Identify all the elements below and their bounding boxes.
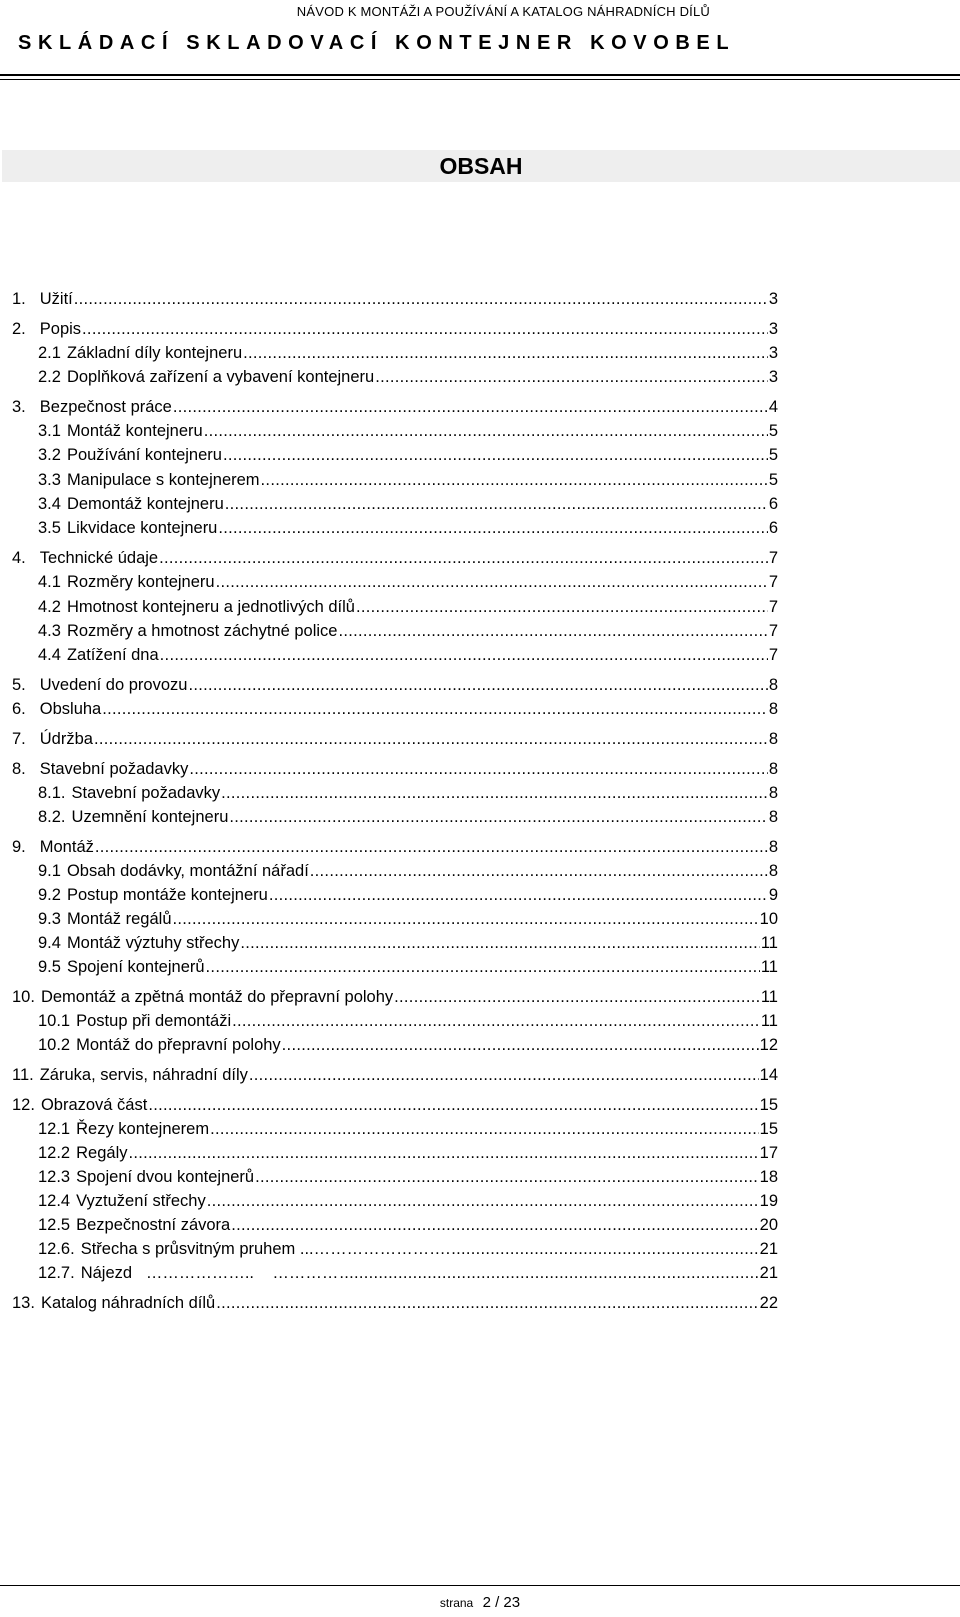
- toc-entry[interactable]: [12, 1118, 778, 1140]
- header-title: SKLÁDACÍ SKLADOVACÍ KONTEJNER KOVOBEL: [18, 32, 736, 54]
- toc-entry-title: Obrazová část: [40, 1096, 148, 1114]
- toc-entry-page: 8: [768, 862, 778, 880]
- toc-entry[interactable]: [12, 956, 778, 978]
- toc-entry-page: 14: [759, 1066, 778, 1084]
- toc-entry-title: Montáž do přepravní polohy: [76, 1036, 281, 1054]
- toc-leader-dots: [255, 1166, 759, 1188]
- toc-leader-dots: [160, 644, 768, 666]
- toc-entry-page: 7: [768, 549, 778, 567]
- toc-leader-dots: [210, 1118, 759, 1140]
- toc-entry-page: 5: [768, 471, 778, 489]
- toc-entry-page: 6: [768, 495, 778, 513]
- toc-entry-page: 21: [759, 1240, 778, 1258]
- toc-entry-title: Doplňková zařízení a vybavení kontejneru: [66, 368, 375, 386]
- toc-entry-page: 18: [759, 1168, 778, 1186]
- toc-entry-page: 5: [768, 422, 778, 440]
- toc-entry-page: 9: [768, 886, 778, 904]
- toc-entry[interactable]: [12, 444, 778, 466]
- toc-entry-title: Stavební požadavky: [71, 784, 221, 802]
- toc-entry-page: 10: [759, 910, 778, 928]
- toc-entry-page: 11: [760, 1012, 778, 1030]
- toc-leader-dots: [282, 1034, 759, 1056]
- toc-entry-title: Postup montáže kontejneru: [66, 886, 268, 904]
- toc-entry-title: Likvidace kontejneru: [66, 519, 218, 537]
- toc-entry[interactable]: [12, 1214, 778, 1236]
- toc-entry-number: 5.: [12, 676, 26, 694]
- toc-entry-page: 6: [768, 519, 778, 537]
- toc-entry-title: Záruka, servis, náhradní díly: [39, 1066, 248, 1084]
- toc-leader-dots: [243, 342, 768, 364]
- toc-leader-dots: [218, 517, 767, 539]
- toc-entry[interactable]: [12, 620, 778, 642]
- toc-entry-number: 10.1: [38, 1012, 71, 1030]
- toc-entry[interactable]: [12, 728, 778, 750]
- toc-entry-title: Nájezd ……………….. …………: [80, 1264, 339, 1282]
- toc-entry-number: 8.2.: [38, 808, 66, 826]
- toc-entry-page: 7: [768, 622, 778, 640]
- toc-entry-title: Manipulace s kontejnerem: [66, 471, 260, 489]
- toc-entry-title: Montáž: [39, 838, 94, 856]
- toc-entry-page: 3: [768, 320, 778, 338]
- toc-entry[interactable]: [12, 1262, 778, 1284]
- toc-entry-page: 4: [768, 398, 778, 416]
- toc-leader-dots: [310, 860, 768, 882]
- toc-entry[interactable]: [12, 1292, 778, 1314]
- toc-leader-dots: [206, 956, 760, 978]
- toc-leader-dots: [375, 366, 768, 388]
- toc-entry-number: 6.: [12, 700, 26, 718]
- toc-entry-number: 4.2: [38, 598, 61, 616]
- toc-leader-dots: [148, 1094, 758, 1116]
- toc-entry[interactable]: [12, 420, 778, 442]
- toc-entry-title: Katalog náhradních dílů: [40, 1294, 216, 1312]
- toc-entry[interactable]: [12, 517, 778, 539]
- toc-entry-page: 3: [768, 290, 778, 308]
- toc-leader-dots: [189, 758, 767, 780]
- toc-entry-title: Demontáž a zpětná montáž do přepravní polohy: [40, 988, 394, 1006]
- toc-entry-number: 13.: [12, 1294, 35, 1312]
- toc-entry-page: 3: [768, 368, 778, 386]
- toc-entry-title: Regály: [76, 1144, 128, 1162]
- toc-entry-title: Obsah dodávky, montážní nářadí: [66, 862, 309, 880]
- toc-entry[interactable]: [12, 908, 778, 930]
- toc-entry-number: 12.5: [38, 1216, 71, 1234]
- toc-entry[interactable]: [12, 758, 778, 780]
- toc-entry-page: 11: [760, 934, 778, 952]
- toc-leader-dots: [225, 493, 768, 515]
- toc-entry-number: 12.: [12, 1096, 35, 1114]
- toc-entry-page: 15: [759, 1120, 778, 1138]
- toc-entry-number: 9.4: [38, 934, 61, 952]
- toc-entry-title: Bezpečnostní závora: [76, 1216, 231, 1234]
- toc-entry-number: 2.2: [38, 368, 61, 386]
- toc-entry[interactable]: [12, 547, 778, 569]
- toc-entry-number: 4.1: [38, 573, 61, 591]
- toc-entry[interactable]: [12, 884, 778, 906]
- toc-leader-dots: [95, 836, 768, 858]
- toc-entry-title: Rozměry kontejneru: [66, 573, 215, 591]
- toc-entry-title: Montáž výztuhy střechy: [66, 934, 240, 952]
- toc-entry[interactable]: [12, 674, 778, 696]
- toc-entry-title: Užití: [39, 290, 73, 308]
- toc-entry-number: 9.3: [38, 910, 61, 928]
- toc-leader-dots: [356, 596, 768, 618]
- toc-entry-title: Hmotnost kontejneru a jednotlivých dílů: [66, 598, 355, 616]
- toc-entry-number: 8.1.: [38, 784, 66, 802]
- toc-entry-title: Vyztužení střechy: [76, 1192, 206, 1210]
- toc-entry-title: Zatížení dna: [66, 646, 159, 664]
- toc-leader-dots: [173, 396, 768, 418]
- toc-entry[interactable]: [12, 1010, 778, 1032]
- toc-entry[interactable]: [12, 1094, 778, 1116]
- toc-entry-number: 9.: [12, 838, 26, 856]
- toc-entry-page: 7: [768, 573, 778, 591]
- toc-leader-dots: [338, 620, 767, 642]
- toc-entry-page: 20: [759, 1216, 778, 1234]
- toc-leader-dots: [249, 1064, 759, 1086]
- toc-entry-number: 12.4: [38, 1192, 71, 1210]
- toc-leader-dots: [221, 782, 768, 804]
- toc-entry-title: Stavební požadavky: [39, 760, 189, 778]
- toc-entry-number: 9.2: [38, 886, 61, 904]
- toc-entry-title: Technické údaje: [39, 549, 159, 567]
- footer-page-number: 2 / 23: [482, 1594, 521, 1611]
- toc-entry[interactable]: [12, 493, 778, 515]
- toc-entry-title: Demontáž kontejneru: [66, 495, 224, 513]
- toc-leader-dots: [216, 1292, 758, 1314]
- toc-entry[interactable]: [12, 1238, 778, 1260]
- toc-entry-page: 8: [768, 784, 778, 802]
- toc-entry-number: 12.2: [38, 1144, 71, 1162]
- toc-entry-page: 8: [768, 808, 778, 826]
- toc-entry-number: 3.4: [38, 495, 61, 513]
- toc-leader-dots: [261, 469, 768, 491]
- toc-entry[interactable]: [12, 782, 778, 804]
- toc-leader-dots: [82, 318, 768, 340]
- toc-leader-dots: [240, 932, 760, 954]
- toc-entry-page: 8: [768, 700, 778, 718]
- toc-entry-number: 12.6.: [38, 1240, 75, 1258]
- toc-entry[interactable]: [12, 698, 778, 720]
- toc-entry-title: Spojení kontejnerů: [66, 958, 205, 976]
- toc-entry-page: 15: [759, 1096, 778, 1114]
- toc-entry-page: 11: [760, 988, 778, 1006]
- toc-entry-title: Rozměry a hmotnost záchytné police: [66, 622, 338, 640]
- toc-entry[interactable]: [12, 318, 778, 340]
- toc-entry-number: 8.: [12, 760, 26, 778]
- toc-entry[interactable]: [12, 342, 778, 364]
- toc-entry-number: 9.5: [38, 958, 61, 976]
- toc-entry[interactable]: [12, 1064, 778, 1086]
- toc-entry-title: Spojení dvou kontejnerů: [76, 1168, 255, 1186]
- toc-entry-number: 3.: [12, 398, 26, 416]
- toc-entry-number: 9.1: [38, 862, 61, 880]
- toc-entry-title: Popis: [39, 320, 82, 338]
- toc-entry-number: 3.1: [38, 422, 61, 440]
- toc-entry-page: 21: [759, 1264, 778, 1282]
- toc-entry-page: 17: [759, 1144, 778, 1162]
- toc-entry[interactable]: [12, 1142, 778, 1164]
- toc-entry[interactable]: [12, 571, 778, 593]
- toc-entry-number: 7.: [12, 730, 26, 748]
- toc-entry[interactable]: [12, 366, 778, 388]
- toc-entry[interactable]: [12, 806, 778, 828]
- toc-leader-dots: [229, 806, 767, 828]
- toc-entry-title: Údržba: [39, 730, 93, 748]
- toc-entry-number: 2.: [12, 320, 26, 338]
- toc-leader-dots: [232, 1010, 760, 1032]
- footer-rule: [0, 1585, 960, 1586]
- toc-entry-number: 10.2: [38, 1036, 71, 1054]
- footer: [0, 1594, 960, 1611]
- toc-entry-page: 19: [759, 1192, 778, 1210]
- toc-entry-title: Řezy kontejnerem: [76, 1120, 210, 1138]
- toc-entry-page: 7: [768, 598, 778, 616]
- toc-entry[interactable]: [12, 932, 778, 954]
- toc-entry[interactable]: [12, 1034, 778, 1056]
- toc-leader-dots: [74, 288, 768, 310]
- toc-leader-dots: [216, 571, 768, 593]
- toc-leader-dots: [94, 728, 768, 750]
- toc-entry-title: Základní díly kontejneru: [66, 344, 243, 362]
- toc-entry-title: Používání kontejneru: [66, 446, 222, 464]
- toc-entry-page: 3: [768, 344, 778, 362]
- toc-entry-page: 8: [768, 730, 778, 748]
- toc-entry[interactable]: [12, 836, 778, 858]
- toc-entry-number: 11.: [12, 1066, 34, 1084]
- toc-leader-dots: [204, 420, 768, 442]
- toc-entry-page: 7: [768, 646, 778, 664]
- contents-title: OBSAH: [2, 150, 960, 182]
- toc-leader-dots: [159, 547, 768, 569]
- toc-entry-title: Obsluha: [39, 700, 102, 718]
- toc-entry-number: 12.7.: [38, 1264, 75, 1282]
- footer-label: strana: [439, 1596, 474, 1610]
- toc-entry-title: Montáž regálů: [66, 910, 172, 928]
- toc-leader-dots: [129, 1142, 759, 1164]
- toc-entry-page: 8: [768, 676, 778, 694]
- toc-leader-dots: [269, 884, 768, 906]
- toc-entry-page: 22: [759, 1294, 778, 1312]
- toc-entry-number: 4.: [12, 549, 26, 567]
- toc-leader-dots: [394, 986, 760, 1008]
- toc-leader-dots: [207, 1190, 759, 1212]
- toc-entry-page: 8: [768, 760, 778, 778]
- toc-entry-number: 3.2: [38, 446, 61, 464]
- toc-leader-dots: [451, 1238, 758, 1260]
- toc-entry[interactable]: [12, 596, 778, 618]
- toc-entry[interactable]: [12, 396, 778, 418]
- toc-entry-page: 5: [768, 446, 778, 464]
- toc-entry-title: Uvedení do provozu: [39, 676, 188, 694]
- header-subtitle: NÁVOD K MONTÁŽI A POUŽÍVÁNÍ A KATALOG NÁHRADNÍCH DÍLŮ: [296, 4, 710, 19]
- toc-entry-number: 4.4: [38, 646, 61, 664]
- toc-entry-number: 3.3: [38, 471, 61, 489]
- toc-entry[interactable]: [12, 644, 778, 666]
- toc-leader-dots: [102, 698, 768, 720]
- toc-entry[interactable]: [12, 469, 778, 491]
- toc-leader-dots: [339, 1262, 758, 1284]
- toc-entry-number: 4.3: [38, 622, 61, 640]
- toc-entry[interactable]: [12, 860, 778, 882]
- toc-entry-number: 12.3: [38, 1168, 71, 1186]
- toc-entry-number: 3.5: [38, 519, 61, 537]
- toc-entry-number: 10.: [12, 988, 35, 1006]
- toc-entry-title: Uzemnění kontejneru: [71, 808, 229, 826]
- toc-leader-dots: [173, 908, 759, 930]
- toc-entry[interactable]: [12, 288, 778, 310]
- toc-entry[interactable]: [12, 986, 778, 1008]
- toc-entry[interactable]: [12, 1190, 778, 1212]
- toc-entry-page: 11: [760, 958, 778, 976]
- toc-entry-page: 12: [759, 1036, 778, 1054]
- toc-entry-title: Bezpečnost práce: [39, 398, 172, 416]
- toc-entry-title: Montáž kontejneru: [66, 422, 203, 440]
- toc-leader-dots: [223, 444, 768, 466]
- toc-entry-page: 8: [768, 838, 778, 856]
- toc-entry-number: 12.1: [38, 1120, 71, 1138]
- toc-entry-title: Střecha s průsvitným pruhem ...…………………….: [80, 1240, 451, 1258]
- toc-leader-dots: [188, 674, 767, 696]
- toc-entry[interactable]: [12, 1166, 778, 1188]
- toc-leader-dots: [231, 1214, 758, 1236]
- toc-entry-number: 2.1: [38, 344, 61, 362]
- toc-entry-number: 1.: [12, 290, 26, 308]
- toc-entry-title: Postup při demontáži: [76, 1012, 232, 1030]
